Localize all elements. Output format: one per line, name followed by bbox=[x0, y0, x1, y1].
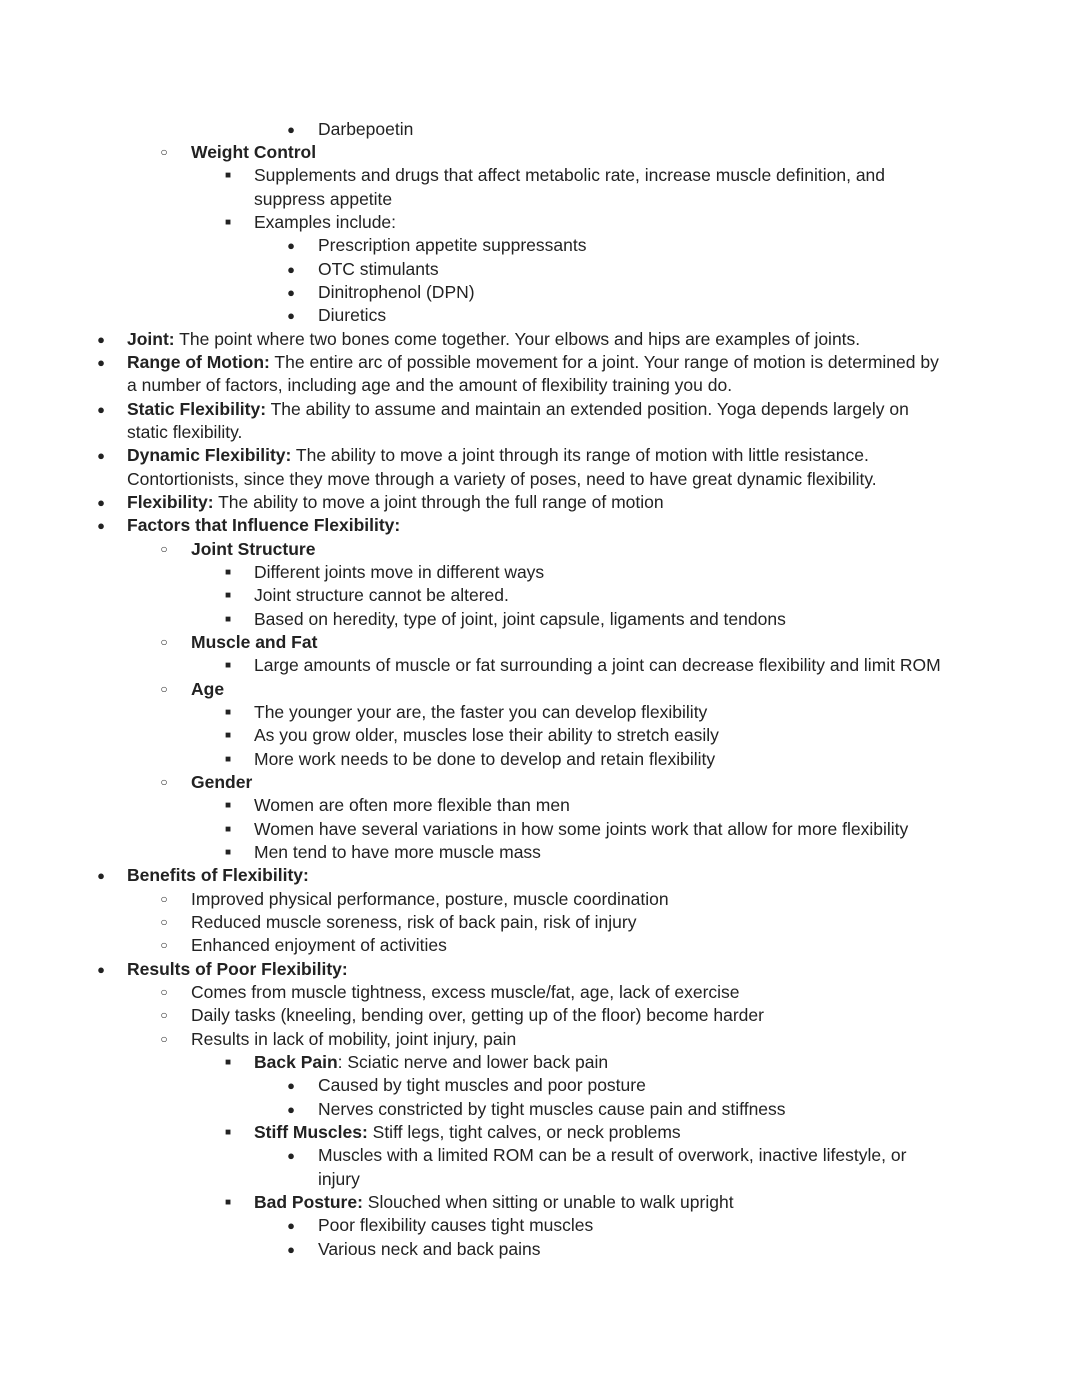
list-item-text: Joint structure cannot be altered. bbox=[254, 585, 509, 605]
subheading: Weight Control bbox=[191, 142, 317, 162]
list-item-text: Supplements and drugs that affect metabolic rate, increase muscle definition, and bbox=[254, 165, 886, 185]
definition: The point where two bones come together. Your elbows and hips are examples of joints. bbox=[174, 329, 861, 349]
definition-text bbox=[127, 398, 909, 421]
list-item-text: Contortionists, since they move through a variety of poses, need to have great dynamic flexibility. bbox=[127, 469, 877, 489]
definition-text bbox=[127, 328, 860, 351]
definition-text bbox=[254, 1051, 608, 1074]
subheading: Joint Structure bbox=[191, 539, 316, 559]
disc-bullet-icon: ● bbox=[287, 122, 295, 137]
definition: The ability to assume and maintain an extended position. Yoga depends largely on bbox=[266, 399, 909, 419]
disc-bullet-icon: ● bbox=[287, 1102, 295, 1117]
circle-bullet-icon: ○ bbox=[160, 892, 168, 906]
list-item-text: Results in lack of mobility, joint injury, pain bbox=[191, 1029, 517, 1049]
list-item-text: Reduced muscle soreness, risk of back pain, risk of injury bbox=[191, 912, 637, 932]
square-bullet-icon: ■ bbox=[224, 614, 232, 625]
disc-bullet-icon: ● bbox=[287, 285, 295, 300]
list-item-text: Examples include: bbox=[254, 212, 397, 232]
list-item-text: Caused by tight muscles and poor posture bbox=[318, 1075, 646, 1095]
list-item-text: Dinitrophenol (DPN) bbox=[318, 282, 475, 302]
definition-text bbox=[127, 351, 939, 374]
term: Static Flexibility: bbox=[127, 399, 267, 419]
list-item-text: Various neck and back pains bbox=[318, 1239, 541, 1259]
list-item-text: Different joints move in different ways bbox=[254, 562, 545, 582]
subheading: Muscle and Fat bbox=[191, 632, 318, 652]
list-item-text: Based on heredity, type of joint, joint capsule, ligaments and tendons bbox=[254, 609, 786, 629]
circle-bullet-icon: ○ bbox=[160, 542, 168, 556]
definition-text bbox=[127, 444, 869, 467]
term: Back Pain bbox=[254, 1052, 338, 1072]
term: Dynamic Flexibility: bbox=[127, 445, 292, 465]
circle-bullet-icon: ○ bbox=[160, 1008, 168, 1022]
circle-bullet-icon: ○ bbox=[160, 682, 168, 696]
definition: The ability to move a joint through the full range of motion bbox=[213, 492, 664, 512]
circle-bullet-icon: ○ bbox=[160, 985, 168, 999]
disc-bullet-icon: ● bbox=[287, 1148, 295, 1163]
disc-bullet-icon: ● bbox=[287, 1242, 295, 1257]
square-bullet-icon: ■ bbox=[224, 567, 232, 578]
list-item-text: Improved physical performance, posture, muscle coordination bbox=[191, 889, 669, 909]
list-item-text: Nerves constricted by tight muscles cause pain and stiffness bbox=[318, 1099, 786, 1119]
definition: Slouched when sitting or unable to walk upright bbox=[362, 1192, 734, 1212]
square-bullet-icon: ■ bbox=[224, 800, 232, 811]
square-bullet-icon: ■ bbox=[224, 1057, 232, 1068]
disc-bullet-icon: ● bbox=[97, 448, 105, 463]
definition-text bbox=[254, 1121, 681, 1144]
list-item-text: a number of factors, including age and the amount of flexibility training you do. bbox=[127, 375, 733, 395]
disc-bullet-icon: ● bbox=[97, 518, 105, 533]
square-bullet-icon: ■ bbox=[224, 754, 232, 765]
list-item-text: Large amounts of muscle or fat surrounding a joint can decrease flexibility and limit ROM bbox=[254, 655, 941, 675]
square-bullet-icon: ■ bbox=[224, 660, 232, 671]
term: Bad Posture: bbox=[254, 1192, 363, 1212]
list-item-text: Prescription appetite suppressants bbox=[318, 235, 587, 255]
definition-text bbox=[127, 491, 664, 514]
circle-bullet-icon: ○ bbox=[160, 145, 168, 159]
term: Range of Motion: bbox=[127, 352, 270, 372]
list-item-text: As you grow older, muscles lose their ability to stretch easily bbox=[254, 725, 719, 745]
circle-bullet-icon: ○ bbox=[160, 1032, 168, 1046]
circle-bullet-icon: ○ bbox=[160, 915, 168, 929]
list-item-text: Men tend to have more muscle mass bbox=[254, 842, 541, 862]
term: Flexibility: bbox=[127, 492, 214, 512]
disc-bullet-icon: ● bbox=[97, 495, 105, 510]
list-item-text: suppress appetite bbox=[254, 189, 393, 209]
section-heading: Factors that Influence Flexibility: bbox=[127, 515, 401, 535]
circle-bullet-icon: ○ bbox=[160, 775, 168, 789]
disc-bullet-icon: ● bbox=[287, 238, 295, 253]
list-item-text: Muscles with a limited ROM can be a result of overwork, inactive lifestyle, or bbox=[318, 1145, 907, 1165]
term: Joint: bbox=[127, 329, 175, 349]
definition: Stiff legs, tight calves, or neck problems bbox=[367, 1122, 681, 1142]
list-item-text: Diuretics bbox=[318, 305, 387, 325]
list-item-text: Women are often more flexible than men bbox=[254, 795, 570, 815]
definition: : Sciatic nerve and lower back pain bbox=[337, 1052, 609, 1072]
definition: The ability to move a joint through its range of motion with little resistance. bbox=[291, 445, 869, 465]
square-bullet-icon: ■ bbox=[224, 1127, 232, 1138]
square-bullet-icon: ■ bbox=[224, 170, 232, 181]
circle-bullet-icon: ○ bbox=[160, 635, 168, 649]
list-item-text: static flexibility. bbox=[127, 422, 243, 442]
disc-bullet-icon: ● bbox=[97, 332, 105, 347]
list-item-text: More work needs to be done to develop and retain flexibility bbox=[254, 749, 716, 769]
definition-text bbox=[254, 1191, 734, 1214]
list-item-text: Women have several variations in how some joints work that allow for more flexibility bbox=[254, 819, 909, 839]
list-item-text: Comes from muscle tightness, excess muscle/fat, age, lack of exercise bbox=[191, 982, 740, 1002]
disc-bullet-icon: ● bbox=[287, 1078, 295, 1093]
square-bullet-icon: ■ bbox=[224, 1197, 232, 1208]
disc-bullet-icon: ● bbox=[97, 402, 105, 417]
section-heading: Benefits of Flexibility: bbox=[127, 865, 309, 885]
circle-bullet-icon: ○ bbox=[160, 938, 168, 952]
disc-bullet-icon: ● bbox=[287, 1218, 295, 1233]
list-item-text: The younger your are, the faster you can develop flexibility bbox=[254, 702, 708, 722]
disc-bullet-icon: ● bbox=[97, 868, 105, 883]
list-item-text: injury bbox=[318, 1169, 360, 1189]
disc-bullet-icon: ● bbox=[287, 308, 295, 323]
square-bullet-icon: ■ bbox=[224, 824, 232, 835]
term: Stiff Muscles: bbox=[254, 1122, 368, 1142]
subheading: Age bbox=[191, 679, 225, 699]
definition: The entire arc of possible movement for a joint. Your range of motion is determined by bbox=[269, 352, 939, 372]
square-bullet-icon: ■ bbox=[224, 590, 232, 601]
disc-bullet-icon: ● bbox=[287, 262, 295, 277]
list-item-text: OTC stimulants bbox=[318, 259, 439, 279]
subheading: Gender bbox=[191, 772, 253, 792]
square-bullet-icon: ■ bbox=[224, 847, 232, 858]
square-bullet-icon: ■ bbox=[224, 730, 232, 741]
square-bullet-icon: ■ bbox=[224, 707, 232, 718]
disc-bullet-icon: ● bbox=[97, 355, 105, 370]
list-item-text: Enhanced enjoyment of activities bbox=[191, 935, 447, 955]
section-heading: Results of Poor Flexibility: bbox=[127, 959, 348, 979]
square-bullet-icon: ■ bbox=[224, 217, 232, 228]
disc-bullet-icon: ● bbox=[97, 962, 105, 977]
list-item-text: Darbepoetin bbox=[318, 119, 414, 139]
list-item-text: Daily tasks (kneeling, bending over, getting up of the floor) become harder bbox=[191, 1005, 764, 1025]
list-item-text: Poor flexibility causes tight muscles bbox=[318, 1215, 594, 1235]
